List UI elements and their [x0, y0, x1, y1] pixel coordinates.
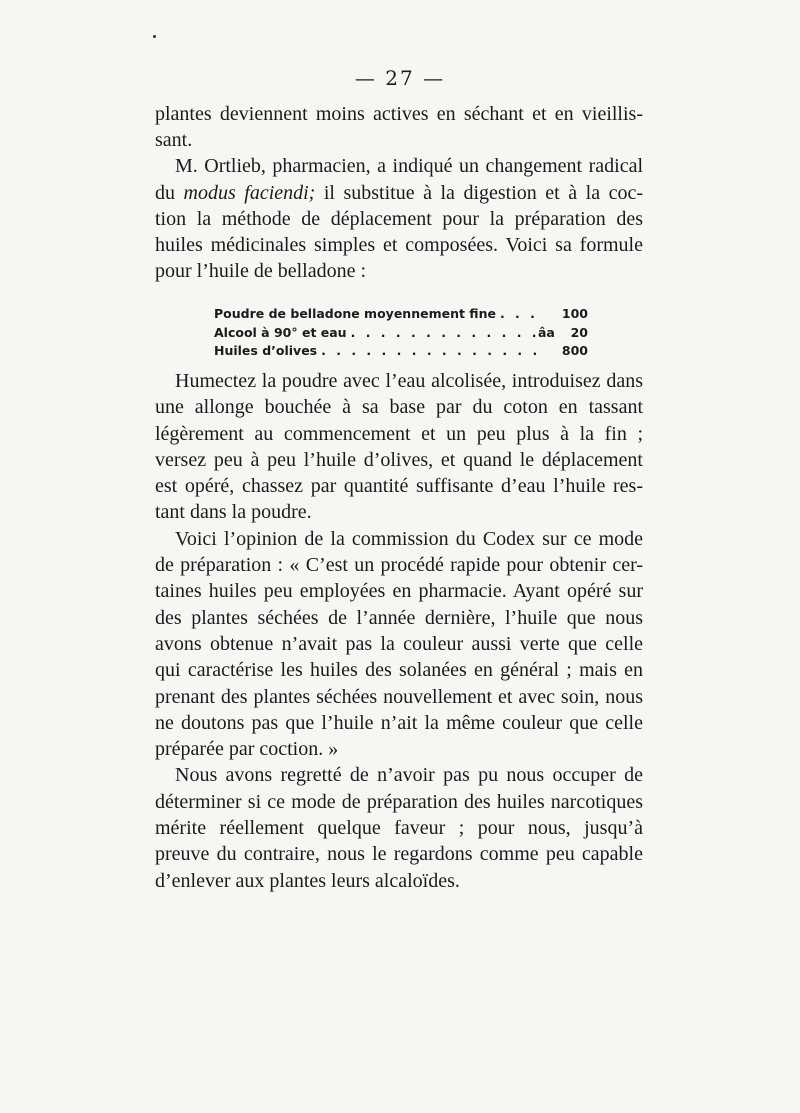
text-line: plantes deviennent moins actives en séchant et en vieillis-	[155, 103, 643, 125]
paragraph-block-bottom	[155, 368, 643, 894]
text-line: preuve du contraire, nous le regardons comme peu capable	[155, 843, 643, 866]
recipe-quantity: 800	[561, 343, 588, 358]
text-line: tant dans la poudre.	[155, 501, 312, 524]
text-segment: du	[155, 181, 184, 204]
text-line: Voici l’opinion de la commission du Codex sur ce mode	[175, 527, 643, 550]
text-line: préparée par coction. »	[155, 738, 339, 761]
page-number: — 27 —	[354, 66, 446, 90]
text-line: pour l’huile de belladone :	[155, 260, 367, 283]
text-line: avons obtenue n’avait pas la couleur aussi verte que celle	[155, 632, 643, 655]
recipe-row	[214, 342, 588, 361]
text-line: de préparation : « C’est un procédé rapide pour obtenir cer-	[155, 554, 643, 577]
text-line: taines huiles peu employées en pharmacie. Ayant opéré sur	[155, 580, 643, 603]
text-line: est opéré, chassez par quantité suffisante d’eau l’huile res-	[155, 475, 643, 498]
recipe-ingredient: Huiles d’olives	[214, 343, 318, 358]
text-line: M. Ortlieb, pharmacien, a indiqué un changement radical	[175, 155, 643, 178]
text-line: huiles médicinales simples et composées. Voici sa formule	[155, 234, 643, 257]
text-line: Humectez la poudre avec l’eau alcolisée, introduisez dans	[175, 370, 643, 392]
recipe-ingredient: Alcool à 90° et eau	[214, 324, 347, 340]
recipe-row	[214, 324, 588, 343]
dot-leader	[317, 342, 538, 361]
text-line: déterminer si ce mode de préparation des huiles narcotiques	[155, 790, 643, 813]
text-line: versez peu à peu l’huile d’olives, et quand le déplacement	[155, 448, 643, 471]
text-line: tion la méthode de déplacement pour la préparation des	[155, 207, 643, 230]
text-line: Nous avons regretté de n’avoir pas pu nous occuper de	[175, 764, 643, 787]
recipe-table	[214, 305, 588, 361]
text-line: ne doutons pas que l’huile n’ait la même couleur que celle	[155, 711, 643, 734]
text-line: qui caractérise les huiles des solanées en général ; mais en	[155, 659, 643, 682]
stray-ink-dot	[153, 35, 156, 38]
recipe-quantity: 100	[561, 306, 588, 321]
recipe-ingredient: Poudre de belladone moyennement fine	[214, 306, 496, 321]
recipe-row	[214, 305, 588, 324]
text-line: sant.	[155, 129, 193, 152]
text-line: une allonge bouchée à sa base par du coton en tassant	[155, 396, 643, 419]
text-line: mérite réellement quelque faveur ; pour nous, jusqu’à	[155, 817, 643, 840]
text-line: prenant des plantes séchées nouvellement et avec soin, nous	[155, 685, 643, 708]
text-line-rich	[155, 180, 643, 206]
dot-leader	[496, 305, 538, 324]
recipe-aa: âa	[538, 324, 555, 340]
paragraph-block-top	[155, 101, 643, 284]
text-line: légèrement au commencement et un peu plus à la fin ;	[155, 422, 643, 445]
recipe-quantity: 20	[570, 324, 588, 340]
text-segment: il substitue à la digestion et à la coc-	[315, 181, 643, 204]
text-line: des plantes séchées de l’année dernière, l’huile que nous	[155, 606, 643, 629]
italic-phrase: modus faciendi;	[183, 181, 316, 204]
text-line: d’enlever aux plantes leurs alcaloïdes.	[155, 869, 460, 892]
dot-leader	[347, 324, 538, 343]
